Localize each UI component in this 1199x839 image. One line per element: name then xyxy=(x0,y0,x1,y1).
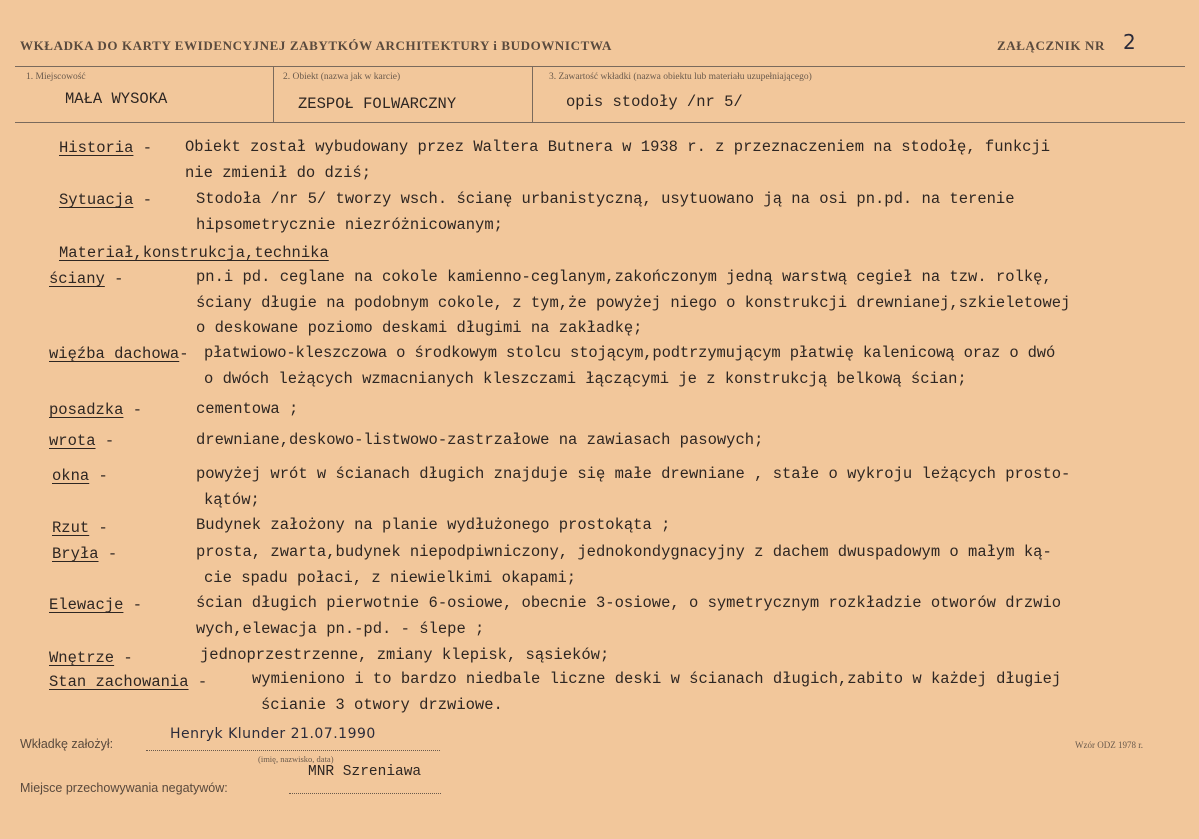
elewacje-line-1: ścian długich pierwotnie 6-osiowe, obecnie 3-osiowe, o symetrycznym rozkładzie otworów drzwio xyxy=(196,594,1062,612)
wiezba-line-1: płatwiowo-kleszczowa o środkowym stolcu stojącym,podtrzymującym płatwię kalenicową oraz o dwó xyxy=(204,344,1056,362)
negatives-dotted-line xyxy=(289,793,441,794)
posadzka-label: posadzka xyxy=(49,401,124,419)
wrota-label-row: wrota - xyxy=(49,432,115,450)
stan-label-row: Stan zachowania - xyxy=(49,673,208,691)
storage-value: MNR Szreniawa xyxy=(308,764,422,780)
bryla-label-row: Bryła - xyxy=(52,545,118,563)
wnetrze-label-row: Wnętrze - xyxy=(49,649,133,667)
okna-line-2: kątów; xyxy=(204,491,260,509)
sytuacja-label-row: Sytuacja - xyxy=(59,191,153,209)
wiezba-label: więźba dachowa xyxy=(49,345,180,363)
sciany-line-3: o deskowane poziomo deskami długimi na zakładkę; xyxy=(196,319,643,337)
content-value: opis stodoły /nr 5/ xyxy=(566,93,743,111)
historia-line-1: Obiekt został wybudowany przez Waltera Butnera w 1938 r. z przeznaczeniem na stodołę, funkcji xyxy=(185,138,1051,156)
sciany-line-1: pn.i pd. ceglane na cokole kamienno-ceglanym,zakończonym jedną warstwą cegieł na tzw. rolkę, xyxy=(196,268,1052,286)
okna-line-1: powyżej wrót w ścianach długich znajduje się małe drewniane , stałe o wykroju leżących prosto- xyxy=(196,465,1071,483)
wiezba-label-row: więźba dachowa- xyxy=(49,345,189,363)
rzut-label-row: Rzut - xyxy=(52,519,108,537)
sytuacja-label: Sytuacja xyxy=(59,191,134,209)
elewacje-label-row: Elewacje - xyxy=(49,596,143,614)
wnetrze-line-1: jednoprzestrzenne, zmiany klepisk, sąsieków; xyxy=(200,646,610,664)
wrota-line-1: drewniane,deskowo-listwowo-zastrzałowe na zawiasach pasowych; xyxy=(196,431,764,449)
bryla-line-2: cie spadu połaci, z niewielkimi okapami; xyxy=(204,569,577,587)
okna-label-row: okna - xyxy=(52,467,108,485)
sciany-line-2: ściany długie na podobnym cokole, z tym,że powyżej niego o konstrukcji drewnianej,szkieletowej xyxy=(196,294,1071,312)
rzut-line-1: Budynek założony na planie wydłużonego prostokąta ; xyxy=(196,516,671,534)
author-caption: (imię, nazwisko, data) xyxy=(258,754,334,764)
object-label: 2. Obiekt (nazwa jak w karcie) xyxy=(283,72,401,82)
bryla-line-1: prosta, zwarta,budynek niepodpiwniczony, jednokondygnacyjny z dachem dwuspadowym o małym ką- xyxy=(196,543,1052,561)
form-number: Wzór ODZ 1978 r. xyxy=(1075,740,1143,750)
stan-label: Stan zachowania xyxy=(49,673,189,691)
material-heading: Materiał,konstrukcja,technika xyxy=(59,244,329,262)
wnetrze-label: Wnętrze xyxy=(49,649,115,667)
okna-label: okna xyxy=(52,467,90,485)
author-value: Henryk Klunder 21.07.1990 xyxy=(170,726,376,742)
stan-line-1: wymieniono i to bardzo niedbale liczne deski w ścianach długich,zabito w każdej długiej xyxy=(252,670,1062,688)
sciany-label-row: ściany - xyxy=(49,270,124,288)
bryla-label: Bryła xyxy=(52,545,99,563)
rzut-label: Rzut xyxy=(52,519,90,537)
sytuacja-line-2: hipsometrycznie niezróżnicowanym; xyxy=(196,216,503,234)
header-top-rule xyxy=(15,66,1185,67)
field-divider-1 xyxy=(273,66,274,122)
posadzka-line-1: cementowa ; xyxy=(196,400,299,418)
header-bottom-rule xyxy=(15,122,1185,123)
historia-line-2: nie zmienił do dziś; xyxy=(185,164,372,182)
wrota-label: wrota xyxy=(49,432,96,450)
place-label: 1. Miejscowość xyxy=(26,72,86,82)
historia-label: Historia xyxy=(59,139,134,157)
form-title: WKŁADKA DO KARTY EWIDENCYJNEJ ZABYTKÓW ARCHITEKTURY i BUDOWNICTWA xyxy=(20,38,612,53)
wiezba-line-2: o dwóch leżących wzmacnianych kleszczami łączącymi je z konstrukcją belkową ścian; xyxy=(204,370,967,388)
elewacje-label: Elewacje xyxy=(49,596,124,614)
object-value: ZESPOŁ FOLWARCZNY xyxy=(298,95,457,113)
attachment-label: ZAŁĄCZNIK NR xyxy=(997,38,1105,53)
field-divider-2 xyxy=(532,66,533,122)
historia-label-row: Historia - xyxy=(59,139,153,157)
posadzka-label-row: posadzka - xyxy=(49,401,143,419)
content-label: 3. Zawartość wkładki (nazwa obiektu lub materiału uzupełniającego) xyxy=(549,72,812,82)
sytuacja-line-1: Stodoła /nr 5/ tworzy wsch. ścianę urbanistyczną, usytuowano ją na osi pn.pd. na terenie xyxy=(196,190,1015,208)
attachment-number: 2 xyxy=(1123,30,1136,54)
elewacje-line-2: wych,elewacja pn.-pd. - ślepe ; xyxy=(196,620,485,638)
stan-line-2: ścianie 3 otwory drzwiowe. xyxy=(261,696,503,714)
sciany-label: ściany xyxy=(49,270,105,288)
place-value: MAŁA WYSOKA xyxy=(65,90,168,108)
author-dotted-line xyxy=(146,750,440,751)
negatives-label: Miejsce przechowywania negatywów: xyxy=(20,781,228,795)
author-label: Wkładkę założył: xyxy=(20,737,114,751)
